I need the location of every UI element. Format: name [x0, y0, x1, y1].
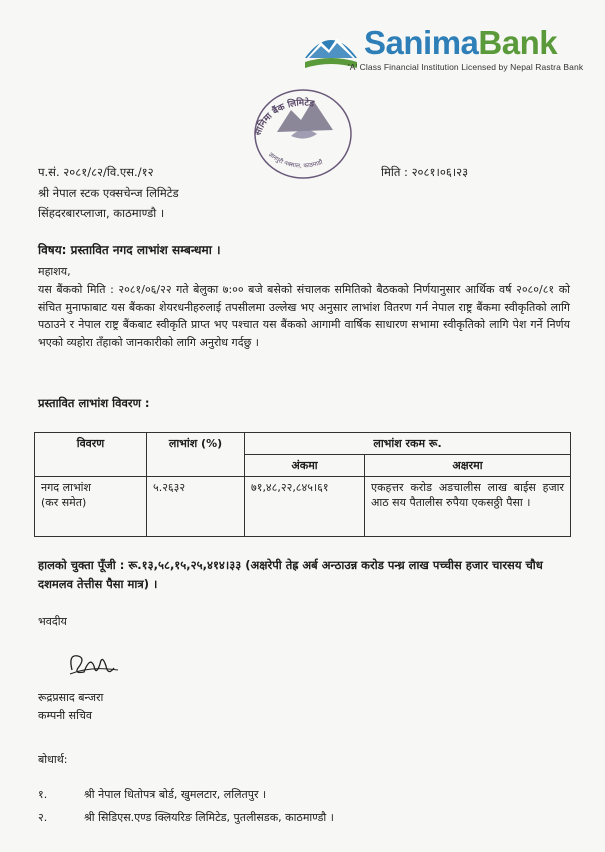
paid-up-capital: हालको चुक्ता पूँजी : रू.१३,५८,१५,२५,४१४।३३ (अक्षरेपी तेह्र अर्ब अन्ठाउन्न करोड पन्ध्र लाख पच्चीस हजार चारसय चौध दशमलव तेत्तीस पैसा मात्र) ।	[38, 558, 543, 591]
reference-number: प.सं. २०८१/८२/वि.एस./१२	[38, 165, 154, 179]
salutation: महाशय,	[38, 265, 71, 278]
seal-text-bottom: ज्ञानपुरी नक्साल, काठमाडौं	[267, 151, 324, 170]
cell-in-words: एकहत्तर करोड अडचालीस लाख बाईस हजार आठ सय पैतालीस रुपैया एकसठ्ठी पैसा ।	[365, 477, 571, 537]
dividend-table	[34, 432, 571, 537]
signer-name: रूद्रप्रसाद बन्जरा	[38, 691, 104, 704]
brand-tagline: 'A' Class Financial Institution Licensed by Nepal Rastra Bank	[348, 62, 584, 72]
signature-mark	[64, 646, 122, 682]
header-in-words: अक्षरमा	[365, 455, 571, 477]
details-heading: प्रस्तावित लाभांश विवरण :	[38, 396, 150, 410]
cell-description: नगद लाभांश (कर समेत)	[35, 477, 147, 537]
cc-heading: बोधार्थ:	[38, 753, 68, 766]
brand-name: SanimaBank	[364, 24, 558, 61]
letter-body: यस बैंकको मिति : २०८१/०६/२२ गते बेलुका ७:०० बजे बसेको संचालक समितिको बैठकको निर्णयानुसार आर्थिक वर्ष २०८०/८१ को संचित मुनाफाबाट यस बैंकका शेयरधनीहरुलाई तपसीलमा उल्लेख भए अनुसार लाभांश वितरण गर्न नेपाल राष्ट्र बैंकमा स्वीकृतिको लागि पठाउने र नेपाल राष्ट्र बैंकबाट स्वीकृति प्राप्त भए पश्चात यस बैंकको आगामी वार्षिक साधारण सभामा स्वीकृतिको लागि पेश गर्ने निर्णय भएको व्यहोरा तँहाको जानकारीको लागि अनुरोध गर्दछु ।	[38, 283, 570, 349]
letter-subject: विषय: प्रस्तावित नगद लाभांश सम्बन्धमा ।	[38, 243, 221, 257]
seal-text-top: सानिमा बैंक लिमिटेड	[253, 98, 315, 138]
table-header-row	[35, 433, 571, 455]
cell-in-figures: ७१,४८,२२,८४५।६१	[245, 477, 365, 537]
recipient-name: श्री नेपाल स्टक एक्सचेन्ज लिमिटेड	[38, 186, 179, 200]
company-seal-stamp	[247, 84, 357, 180]
closing: भवदीय	[38, 615, 67, 628]
table-row	[35, 477, 571, 537]
signer-title: कम्पनी सचिव	[38, 709, 93, 722]
cell-percent: ५.२६३२	[147, 477, 245, 537]
recipient-address: सिंहदरबारप्लाजा, काठमाण्डौ ।	[38, 206, 165, 220]
svg-text:ज्ञानपुरी नक्साल, काठमाडौं	[267, 151, 324, 169]
header-in-figures: अंकमा	[245, 455, 365, 477]
header-percent: लाभांश (%)	[147, 433, 245, 477]
header-amount: लाभांश रकम रू.	[245, 433, 571, 455]
header-description: विवरण	[35, 433, 147, 477]
letter-date: मिति : २०८१।०६।२३	[381, 165, 469, 179]
